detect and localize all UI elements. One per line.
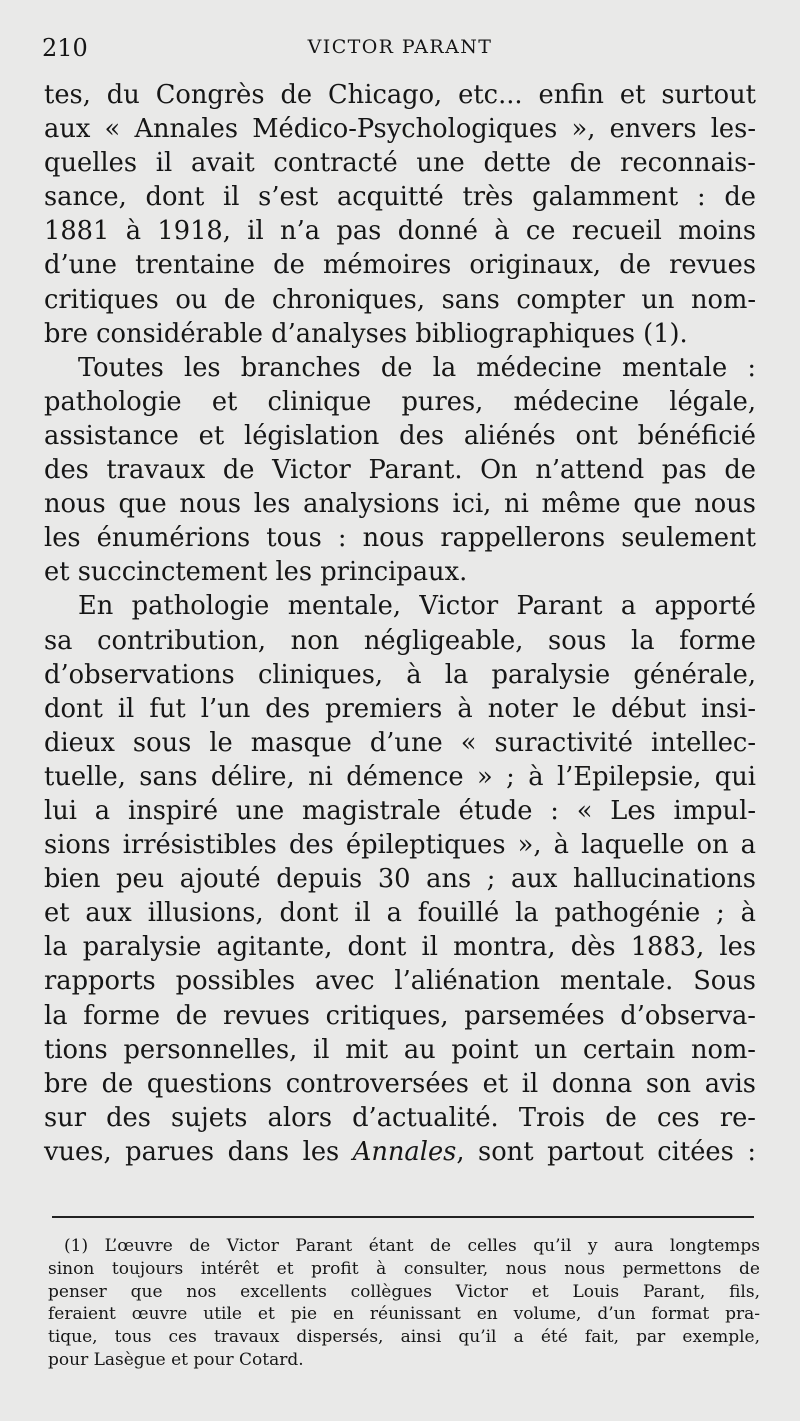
footnote xyxy=(48,1235,760,1372)
text-line: d’observations cliniques, à la paralysie générale, xyxy=(44,659,756,690)
text-line: Toutes les branches de la médecine mentale : xyxy=(78,352,756,383)
footnote-line: penser que nos excellents collègues Victor et Louis Parant, fils, xyxy=(48,1281,760,1302)
text-line: et succinctement les principaux. xyxy=(44,557,468,588)
text-line: dieux sous le masque d’une « suractivité intellec- xyxy=(44,727,756,758)
main-text xyxy=(44,78,756,1169)
text-line: assistance et législation des aliénés ont bénéficié xyxy=(44,420,756,451)
text-line: critiques ou de chroniques, sans compter un nom- xyxy=(44,284,756,315)
text-line: tes, du Congrès de Chicago, etc... enfin et surtout xyxy=(44,80,756,110)
text-line: En pathologie mentale, Victor Parant a apporté xyxy=(78,591,756,622)
text-line: sance, dont il s’est acquitté très galamment : de xyxy=(44,182,756,213)
footnote-line: feraient œuvre utile et pie en réunissant en volume, d’un format pra- xyxy=(48,1304,760,1325)
text-line: bien peu ajouté depuis 30 ans ; aux hallucinations xyxy=(44,864,756,895)
running-title: VICTOR PARANT xyxy=(307,36,493,58)
text-line: tions personnelles, il mit au point un certain nom- xyxy=(44,1034,756,1065)
text-line: bre considérable d’analyses bibliographiques (1). xyxy=(44,318,688,349)
text-line: sur des sujets alors d’actualité. Trois de ces re- xyxy=(44,1102,756,1133)
text-line: sa contribution, non négligeable, sous la forme xyxy=(44,625,756,656)
text-line: la forme de revues critiques, parsemées d’observa- xyxy=(44,1000,756,1031)
text-line: et aux illusions, dont il a fouillé la pathogénie ; à xyxy=(44,898,756,929)
text-line: bre de questions controversées et il donna son avis xyxy=(44,1068,756,1099)
text-line: tuelle, sans délire, ni démence » ; à l’Epilepsie, qui xyxy=(44,761,756,792)
text-line xyxy=(44,1135,756,1169)
footnote-line: tique, tous ces travaux dispersés, ainsi qu’il a été fait, par exemple, xyxy=(48,1327,760,1348)
running-head xyxy=(0,34,800,64)
text-line: 1881 à 1918, il n’a pas donné à ce recueil moins xyxy=(44,216,756,247)
footnote-rule xyxy=(52,1216,754,1218)
footnote-line: pour Lasègue et pour Cotard. xyxy=(48,1349,304,1370)
text-line: nous que nous les analysions ici, ni même que nous xyxy=(44,489,756,520)
text-line: rapports possibles avec l’aliénation mentale. Sous xyxy=(44,966,756,997)
footnote-line: (1) L’œuvre de Victor Parant étant de celles qu’il y aura longtemps xyxy=(64,1236,760,1256)
text-line: la paralysie agitante, dont il montra, dès 1883, les xyxy=(44,932,756,963)
text-line: aux « Annales Médico-Psychologiques », envers les- xyxy=(44,114,756,145)
text-line: quelles il avait contracté une dette de reconnais- xyxy=(44,148,756,179)
footnote-line: sinon toujours intérêt et profit à consulter, nous nous permettons de xyxy=(48,1258,760,1279)
page-number: 210 xyxy=(42,34,88,62)
text-line: sions irrésistibles des épileptiques », à laquelle on a xyxy=(44,830,756,861)
journal-title-italic: Annales xyxy=(352,1136,457,1167)
text-line: pathologie et clinique pures, médecine légale, xyxy=(44,386,756,417)
text-fragment: , sont partout citées : xyxy=(456,1136,756,1167)
text-line: d’une trentaine de mémoires originaux, de revues xyxy=(44,250,756,281)
text-line: des travaux de Victor Parant. On n’attend pas de xyxy=(44,455,756,486)
text-line: dont il fut l’un des premiers à noter le début insi- xyxy=(44,693,756,724)
text-line: les énumérions tous : nous rappellerons seulement xyxy=(44,523,756,554)
text-fragment: vues, parues dans les xyxy=(44,1136,353,1167)
text-line: lui a inspiré une magistrale étude : « Les impul- xyxy=(44,795,756,826)
